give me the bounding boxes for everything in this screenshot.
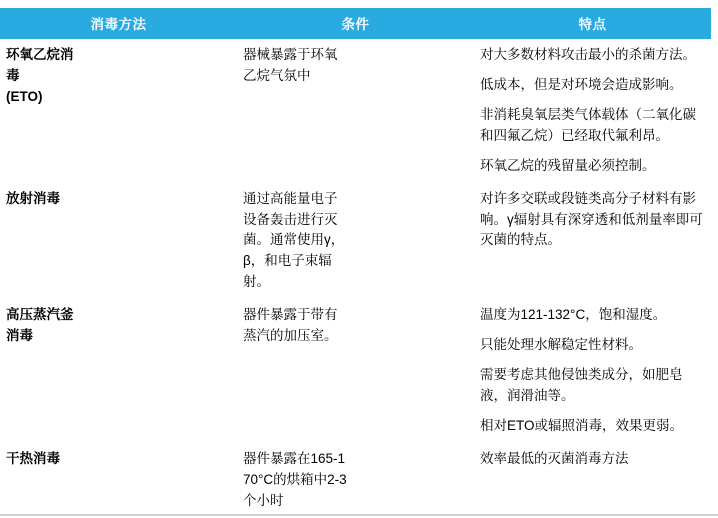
feature-line: 对大多数材料攻击最小的杀菌方法。 [480, 47, 696, 62]
condition-line: 个小时 [243, 492, 284, 508]
method-line: (ETO) [6, 88, 43, 104]
table-header-row [0, 8, 711, 39]
table-row [0, 443, 711, 518]
method-line: 高压蒸汽釜 [6, 307, 74, 323]
feature-line: 需要考虑其他侵蚀类成分，如肥皂液，润滑油等。 [480, 367, 683, 403]
cell-feature [474, 299, 711, 443]
table-header [0, 8, 711, 39]
cell-condition [237, 443, 474, 518]
condition-line: 乙烷气氛中 [243, 67, 311, 83]
cell-condition [237, 39, 474, 183]
column-header-method: 消毒方法 [0, 8, 237, 39]
feature-line: 低成本，但是对环境会造成影响。 [480, 76, 683, 92]
condition-line: 菌。通常使用γ， [243, 232, 345, 248]
feature-line: 温度为121-132°C，饱和湿度。 [480, 307, 667, 323]
feature-line: 非消耗臭氧层类气体载体（二氧化碳和四氟乙烷）已经取代氟利昂。 [480, 106, 696, 143]
sterilization-methods-table [0, 8, 711, 518]
table-row [0, 299, 711, 443]
cell-method [0, 299, 237, 443]
condition-line: 通过高能量电子 [243, 190, 338, 206]
cell-condition [237, 299, 474, 443]
condition-line: 蒸汽的加压室。 [243, 328, 338, 344]
column-header-condition: 条件 [237, 8, 474, 39]
condition-line: 器械暴露于环氧 [243, 47, 338, 62]
condition-line: 器件暴露在165-1 [243, 450, 346, 466]
condition-line: β，和电子束辐 [243, 253, 332, 269]
method-line: 消毒 [6, 328, 33, 344]
feature-line: 对许多交联或段链类高分子材料有影响。γ辐射具有深穿透和低剂量率即可灭菌的特点。 [480, 190, 703, 248]
top-note [0, 0, 718, 8]
cell-method [0, 183, 237, 300]
feature-line: 相对ETO或辐照消毒，效果更弱。 [480, 417, 684, 433]
column-header-feature: 特点 [474, 8, 711, 39]
cell-feature [474, 39, 711, 183]
feature-line: 环氧乙烷的残留量必须控制。 [480, 157, 656, 173]
cell-feature [474, 443, 711, 518]
condition-line: 70°C的烘箱中2-3 [243, 471, 347, 487]
cell-method [0, 39, 237, 183]
condition-line: 设备轰击进行灭 [243, 211, 338, 227]
method-line: 干热消毒 [6, 450, 60, 466]
feature-line: 只能处理水解稳定性材料。 [480, 337, 642, 353]
method-line: 环氧乙烷消 [6, 47, 74, 62]
condition-line: 射。 [243, 274, 270, 290]
method-line: 毒 [6, 67, 20, 83]
cell-method [0, 443, 237, 518]
table-row [0, 183, 711, 300]
table-body [0, 39, 711, 518]
condition-line: 器件暴露于带有 [243, 307, 338, 323]
cell-feature [474, 183, 711, 300]
method-line: 放射消毒 [6, 190, 60, 206]
table-row [0, 39, 711, 183]
cell-condition [237, 183, 474, 300]
feature-line: 效率最低的灭菌消毒方法 [480, 450, 629, 466]
